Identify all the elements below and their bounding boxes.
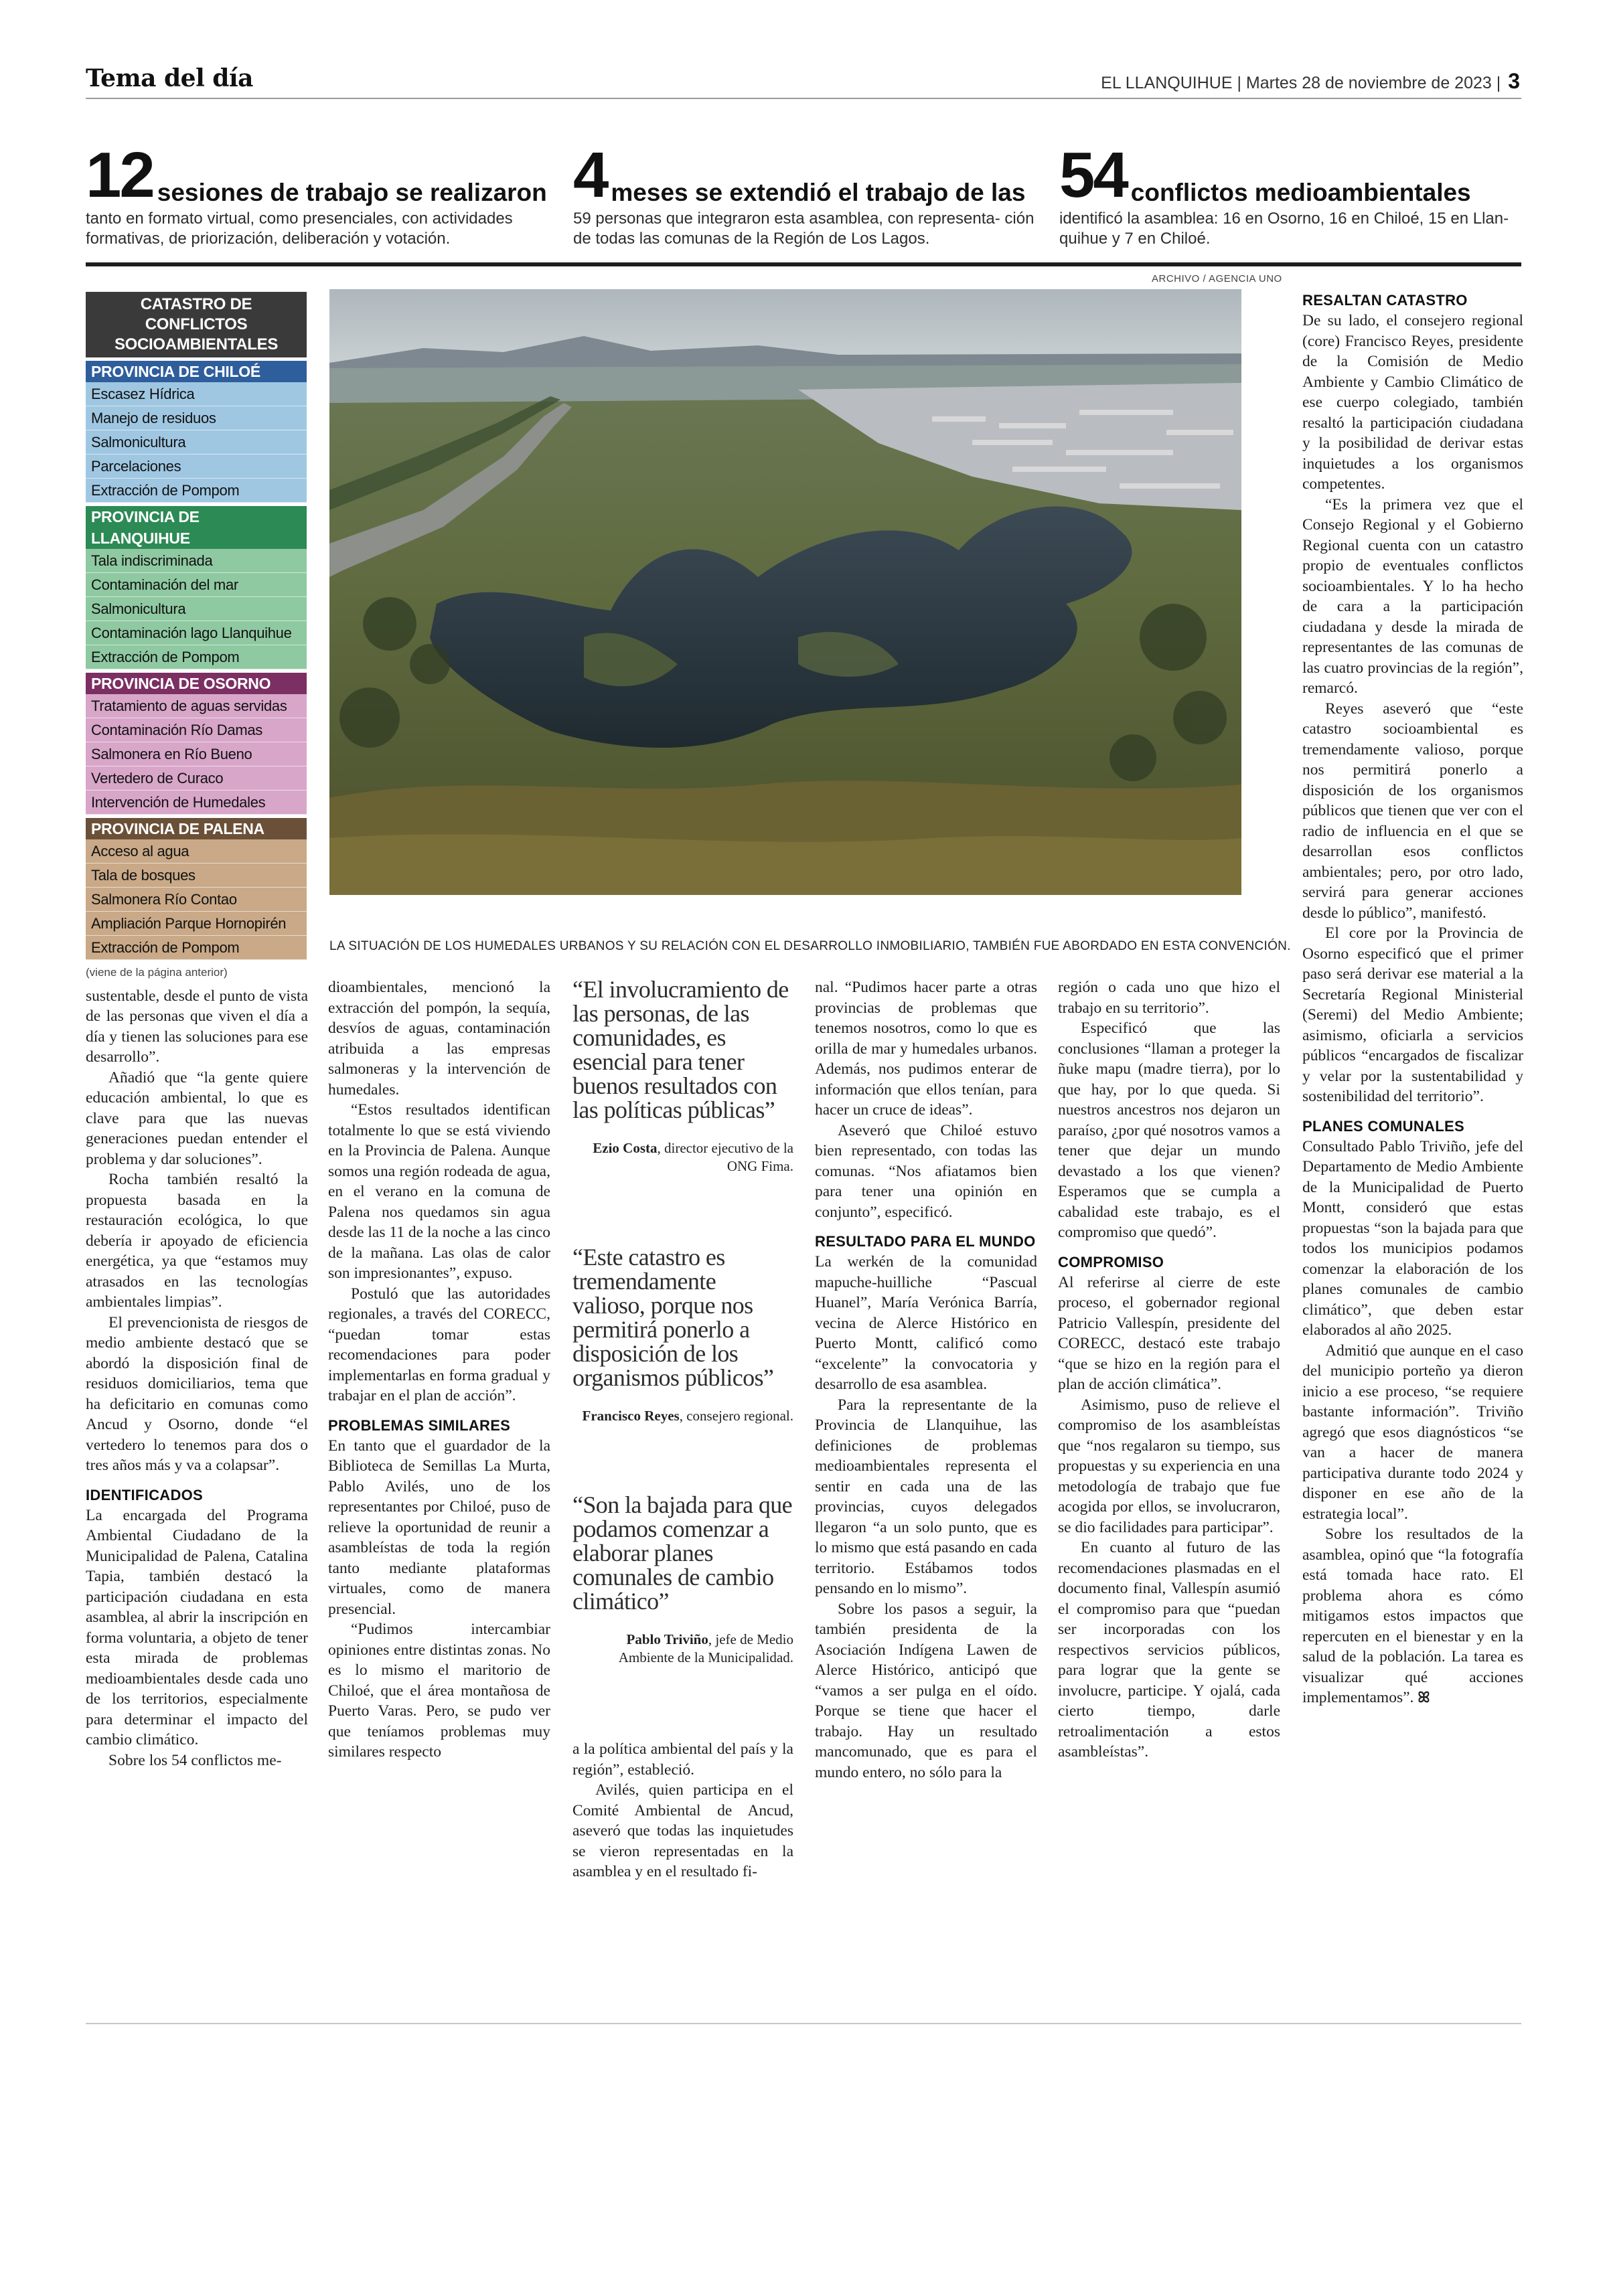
conflict-item: Tratamiento de aguas servidas [86, 694, 307, 718]
stat-conflicts [1059, 139, 1521, 249]
quote-author: Ezio Costa [593, 1140, 658, 1156]
paragraph: En tanto que el guardador de la Biblioteca de Semillas La Murta, Pablo Avilés, uno de los representantes por Chiloé, puso de relieve la oportunidad de reunir a asambleístas de toda la región tanto mediante plataformas virtuales, como de manera presencial. [328, 1437, 550, 1618]
article-column-5 [1058, 977, 1280, 1762]
paragraph: La encargada del Programa Ambiental Ciudadano de la Municipalidad de Palena, Catalina Tapia, también destacó la participación ciudadana en esta asamblea, al abrir la inscripción en forma voluntaria, a objeto de tener esta mirada de problemas medioambientales desde cada uno de los territorios, especialmente para determinar el impacto del cambio climático. [86, 1506, 308, 1748]
conflict-item: Acceso al agua [86, 839, 307, 864]
paragraph: El core por la Provincia de Osorno especificó que el primer paso será derivar ese material a la Secretaría Regional Ministerial (Seremi) del Medio Ambiente; asimismo, oficiarla a servicios públicos “encargados de fiscalizar y velar por la sustentabilidad y sostenibilidad del territorio”. [1302, 924, 1523, 1105]
conflict-item: Parcelaciones [86, 455, 307, 479]
paragraph: sustentable, desde el punto de vista de las personas que viven el día a día y tienen las soluciones para ese desarrollo”. [86, 987, 308, 1066]
conflict-item: Tala de bosques [86, 864, 307, 888]
paragraph: Sobre los pasos a seguir, la también presidenta de la Asociación Indígena Lawen de Alerce Histórico, anticipó que “vamos a ser pulga en el oído. Porque se tiene que hacer el trabajo. Hay un resultado mancomunado, que es para el mundo entero, no sólo para la [815, 1600, 1037, 1781]
stat-lead: sesiones de trabajo se realizaron [157, 179, 547, 206]
stat-description: tanto en formato virtual, como presenciales, con actividades formativas, de priorización, deliberación y votación. [86, 210, 513, 248]
paragraph: “Estos resultados identifican totalmente lo que se está viviendo en la Provincia de Palena. Aunque somos una región rodeada de agua, en el verano en la comuna de Palena nos quedamos sin agua desde las 11 de la noche a las cinco de la mañana. Las olas de calor son impresionantes”, expuso. [328, 1101, 550, 1282]
subheading-planes-comunales: PLANES COMUNALES [1302, 1117, 1464, 1135]
catastro-table [86, 292, 307, 960]
footer-rule [86, 2023, 1521, 2024]
paragraph: nal. “Pudimos hacer parte a otras provincias de problemas que tenemos nosotros, como lo que es orilla de mar y humedales urbanos. Además, nos pudimos enterar de información que ellos tenían, para hacer un cruce de ideas”. [815, 979, 1037, 1119]
quote-author: Pablo Triviño [626, 1631, 708, 1647]
paragraph: De su lado, el consejero regional (core) Francisco Reyes, presidente de la Comisión de Medio Ambiente y Cambio Climático de ese cuerpo colegiado, también resaltó la participación ciudadana y la posibilidad de derivar estas inquietudes a los organismos competentes. [1302, 312, 1523, 493]
paragraph: La werkén de la comunidad mapuche-huilliche “Pascual Huanel”, María Verónica Barría, vecina de Alerce Histórico en Puerto Montt, calificó como “excelente” la convocatoria y desarrollo de esa asamblea. [815, 1253, 1037, 1393]
paragraph: Sobre los 54 conflictos me- [108, 1751, 282, 1769]
province-heading: PROVINCIA DE PALENA [86, 818, 307, 839]
stat-description: 59 personas que integraron esta asamblea, con representa- ción de todas las comunas de la Región de Los Lagos. [573, 210, 1035, 248]
stat-number: 4 [573, 139, 607, 211]
quote-attribution [572, 1407, 793, 1425]
quote-text: “Este catastro es tremendamente valioso, porque nos permitirá ponerlo a disposición de los organismos públicos” [572, 1244, 774, 1391]
conflict-item: Tala indiscriminada [86, 549, 307, 573]
article-column-2 [328, 977, 550, 1762]
province-heading: PROVINCIA DE LLANQUIHUE [86, 506, 307, 549]
paragraph: Aseveró que Chiloé estuvo bien representado, con todas las comunas. “Nos afiatamos bien para tener una opinión en conjunto”, especificó. [815, 1121, 1037, 1221]
paragraph [1302, 1524, 1523, 1709]
catastro-title: CATASTRO DE CONFLICTOS SOCIOAMBIENTALES [86, 292, 307, 357]
stat-number: 12 [86, 139, 153, 211]
conflict-item: Extracción de Pompom [86, 479, 307, 503]
stat-number: 54 [1059, 139, 1127, 211]
subheading-resultado: RESULTADO PARA EL MUNDO [815, 1233, 1036, 1250]
stat-months [573, 139, 1042, 249]
stats-rule [86, 262, 1521, 266]
province-heading: PROVINCIA DE CHILOÉ [86, 361, 307, 382]
photo-caption: LA SITUACIÓN DE LOS HUMEDALES URBANOS Y SU RELACIÓN CON EL DESARROLLO INMOBILIARIO, TAMBIÉN FUE ABORDADO EN ESTA CONVENCIÓN. [329, 939, 1291, 953]
paragraph: Consultado Pablo Triviño, jefe del Departamento de Medio Ambiente de la Municipalidad de Puerto Montt, consideró que estas propuestas “son la bajada para que todos los municipios podamos comenzar la elaboración de los planes comunales de cambio climático”, que deben estar elaborados al año 2025. [1302, 1137, 1523, 1339]
stat-lead: meses se extendió el trabajo de las [611, 179, 1026, 206]
pull-quote [572, 977, 793, 1175]
conflict-item: Salmonicultura [86, 597, 307, 621]
paragraph: Asimismo, puso de relieve el compromiso de los asambleístas que “nos regalaron su tiempo, sus propuestas y su experiencia en una metodología de trabajo que fue acogida por ellos, se involucraron, se dio facilidades para participar”. [1058, 1396, 1280, 1536]
province-list [86, 361, 307, 960]
paragraph: dioambientales, mencionó la extracción del pompón, la sequía, desvíos de aguas, contaminación atribuida a las empresas salmoneras y la intervención de humedales. [328, 979, 550, 1098]
conflict-item: Extracción de Pompom [86, 936, 307, 960]
header-rule [86, 98, 1521, 99]
conflict-item: Manejo de residuos [86, 406, 307, 430]
paragraph: Postuló que las autoridades regionales, a través del CORECC, “puedan tomar estas recomendaciones para poder implementarlas en forma gradual y trabajar en el plan de acción”. [328, 1285, 550, 1404]
paragraph: región o cada uno que hizo el trabajo en su territorio”. [1058, 979, 1280, 1017]
quote-role: , consejero regional. [679, 1408, 793, 1424]
end-mark-icon: ꕤ [1418, 1690, 1430, 1706]
conflict-item: Intervención de Humedales [86, 791, 307, 815]
paragraph: Para la representante de la Provincia de Llanquihue, las definiciones de problemas medioambientales representa el sentir en cada una de las provincias, cuyos delegados llegaron “a un solo punto, que es lo mismo que está pasando en cada territorio. Estábamos todos pensando en lo mismo”. [815, 1396, 1037, 1597]
paragraph: Especificó que las conclusiones “llaman a proteger la ñuke mapu (madre tierra), por lo que hay, por lo que queda. Si nuestros ancestros nos dejaron un paraíso, ¿por qué nosotros vamos a tener que dejar un mundo devastado a los que vienen? Esperamos que se cumpla a cabalidad este trabajo, es el compromiso que quedó”. [1058, 1019, 1280, 1241]
page-number: 3 [1508, 69, 1520, 93]
province-heading: PROVINCIA DE OSORNO [86, 673, 307, 694]
article-column-6 [1302, 291, 1523, 1709]
conflict-item: Escasez Hídrica [86, 382, 307, 406]
paragraph: Avilés, quien participa en el Comité Ambiental de Ancud, aseveró que todas las inquietudes se vieron representadas en la asamblea y en el resultado fi- [572, 1781, 793, 1880]
section-title: Tema del día [86, 64, 253, 92]
subheading-compromiso: COMPROMISO [1058, 1253, 1164, 1270]
wetland-aerial-photo [329, 289, 1241, 895]
paragraph-text: Sobre los resultados de la asamblea, opinó que “la fotografía está tomada hace rato. El problema ahora es cómo mitigamos estos impactos que repercuten en el bienestar y en la salud de la población. La tarea es visualizar qué acciones implementamos”. [1302, 1526, 1523, 1706]
wetland-photo-illustration [329, 289, 1241, 895]
stat-lead: conflictos medioambientales [1130, 179, 1471, 206]
publication-date: Martes 28 de noviembre de 2023 [1245, 74, 1492, 92]
publication-name: EL LLANQUIHUE [1101, 74, 1233, 92]
pull-quote [572, 1493, 793, 1667]
quote-author: Francisco Reyes [582, 1408, 680, 1424]
paragraph: En cuanto al futuro de las recomendaciones plasmadas en el documento final, Vallespín asumió el compromiso para que “puedan ser incorporadas con los respectivos servicios públicos, para lograr que la gente se involucre, participe. Y ojalá, cada cierto tiempo, darle retroalimentación a estos asambleístas”. [1058, 1539, 1280, 1760]
paragraph: Reyes aseveró que “este catastro socioambiental es tremendamente valioso, porque nos permitirá ponerlo a disposición de los organismos públicos que tienen que ver con el radio de influencia en el que se desarrollan esos conflictos ambientales; pero, por otro lado, servirá para generar acciones desde lo público”, manifestó. [1302, 700, 1523, 922]
subheading-problemas-similares: PROBLEMAS SIMILARES [328, 1416, 511, 1434]
conflict-item: Contaminación Río Damas [86, 718, 307, 742]
publication-line: EL LLANQUIHUE | Martes 28 de noviembre de 2023 | 3 [1101, 69, 1520, 93]
article-column-1 [86, 963, 308, 1771]
quote-attribution [572, 1139, 793, 1175]
continued-note: (viene de la página anterior) [86, 966, 228, 979]
stat-description: identificó la asamblea: 16 en Osorno, 16 en Chiloé, 15 en Llan- quihue y 7 en Chiloé. [1059, 210, 1509, 248]
conflict-item: Salmonera en Río Bueno [86, 742, 307, 766]
paragraph: Admitió que aunque en el caso del municipio porteño ya dieron inicio a ese proceso, “se requiere bastante información”. Triviño agregó que esos diagnósticos “se van a hacer de manera participativa durante todo 2024 y disponer en ese año de la estrategia local”. [1302, 1341, 1523, 1523]
article-column-4 [815, 977, 1037, 1783]
paragraph: “Es la primera vez que el Consejo Regional y el Gobierno Regional cuenta con un catastro propio de eventuales conflictos socioambientales. Y lo ha hecho de cara a la participación ciudadana y desde la mirada de representantes de las comunas de las cuatro provincias de la región”, remarcó. [1302, 495, 1523, 697]
quote-attribution [572, 1631, 793, 1667]
subheading-identificados: IDENTIFICADOS [86, 1486, 204, 1503]
subheading-resaltan: RESALTAN CATASTRO [1302, 292, 1468, 309]
photo-credit: ARCHIVO / AGENCIA UNO [1152, 273, 1282, 284]
paragraph: a la política ambiental del país y la región”, estableció. [572, 1740, 793, 1779]
paragraph: El prevencionista de riesgos de medio ambiente destacó que se abordó la disposición final de residuos domiciliarios, tema que ha deficitario en comunas como Ancud y Osorno, donde “el vertedero lo tenemos para dos o tres años más y va a colapsar”. [86, 1313, 308, 1474]
article-column-3 [572, 1739, 793, 1882]
quote-role: , jefe de Medio Ambiente de la Municipalidad. [618, 1631, 793, 1665]
paragraph: “Pudimos intercambiar opiniones entre distintas zonas. No es lo mismo el maritorio de Chiloé, que el área montañosa de Puerto Varas. Pero, se pudo ver que teníamos problemas muy similares respecto [328, 1621, 550, 1760]
paragraph: Al referirse al cierre de este proceso, el gobernador regional Patricio Vallespín, presidente del CORECC, destacó este trabajo “que se hizo en la región para el plan de acción climática”. [1058, 1273, 1280, 1393]
conflict-item: Contaminación lago Llanquihue [86, 621, 307, 645]
pull-quote [572, 1245, 793, 1425]
paragraph: Añadió que “la gente quiere educación ambiental, lo que es clave para que las nuevas generaciones puedan entender el problema y dar soluciones”. [86, 1068, 308, 1168]
conflict-item: Extracción de Pompom [86, 645, 307, 669]
conflict-item: Vertedero de Curaco [86, 766, 307, 791]
conflict-item: Contaminación del mar [86, 573, 307, 597]
stat-sessions [86, 139, 554, 249]
paragraph: Rocha también resaltó la propuesta basada en la restauración ecológica, lo que debería ir apoyado de eficiencia energética, ya que “estamos muy atrasados en las tecnologías ambientales limpias”. [86, 1171, 308, 1311]
quote-text: “Son la bajada para que podamos comenzar a elaborar planes comunales de cambio climático” [572, 1491, 793, 1615]
quote-role: , director ejecutivo de la ONG Fima. [657, 1140, 793, 1174]
conflict-item: Salmonera Río Contao [86, 888, 307, 912]
quote-text: “El involucramiento de las personas, de las comunidades, es esencial para tener buenos resultados con las políticas públicas” [572, 976, 789, 1123]
conflict-item: Ampliación Parque Hornopirén [86, 912, 307, 936]
conflict-item: Salmonicultura [86, 430, 307, 455]
